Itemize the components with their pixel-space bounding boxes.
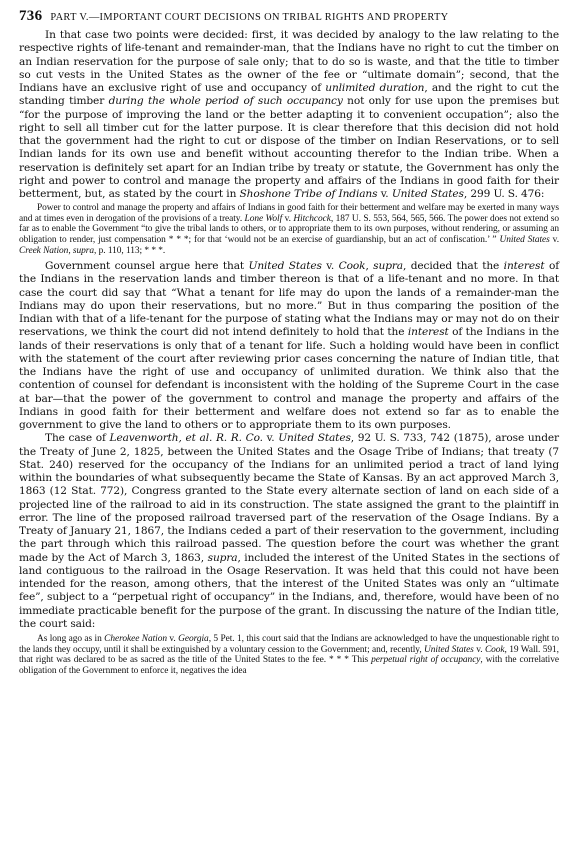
page-number: 736 xyxy=(19,8,43,24)
running-title: PART V.—IMPORTANT COURT DECISIONS ON TRIBAL RIGHTS AND PROPERTY xyxy=(50,12,449,23)
running-head xyxy=(19,8,559,29)
block-quote: As long ago as in Cherokee Nation v. Georgia, 5 Pet. 1, this court said that the Indians are acknowledged to have the unquestionable right to the lands they occupy, until it shall be extinguished by a voluntary cession to the Government; and, recently, United States v. Cook, 19 Wall. 591, that right was declared to be as sacred as the title of the United States to the fee. * * * This perpetual right of occupancy, with the correlative obligation of the Government to enforce it, negatives the idea xyxy=(19,634,559,676)
body-paragraph: In that case two points were decided: first, it was decided by analogy to the law relating to the respective rights of life-tenant and remainder-man, that the Indians have no right to cut the timber on an Indian reservation for the purpose of sale only; that to do so is waste, and that the title to timber so cut vests in the United States as the owner of the fee or “ultimate domain”; second, that the Indians have an exclusive right of use and occupancy of unlimited duration, and the right to cut the standing timber during the whole period of such occupancy not only for use upon the premises but “for the purpose of improving the land or the better adapting it to convenient occupation”; also the right to sell all timber cut for the latter purpose. It is clear therefore that this decision did not hold that the government had the right to cut or dispose of the timber on Indian Reservations, or to sell Indian lands for its own use and benefit without accounting therefor to the Indian tribe. When a reservation is definitely set apart for an Indian tribe by treaty or statute, the Government has only the right and power to control and manage the property and affairs of the Indians in good faith for their betterment, but, as stated by the court in Shoshone Tribe of Indians v. United States, 299 U. S. 476: xyxy=(19,29,559,200)
body-paragraph: Government counsel argue here that United States v. Cook, supra, decided that the interest of the Indians in the reservation lands and timber thereon is that of a life-tenant and no more. In that case the court did say that “What a tenant for life may do upon the lands of a remainder-man the Indians may do upon their reservations, but no more.” But in thus comparing the position of the Indian with that of a life-tenant for the purpose of stating what the Indians may or may not do on their reservations, we think the court did not intend definitely to hold that the interest of the Indians in the lands of their reservations is only that of a tenant for life. Such a holding would have been in conflict with the statement of the court after reviewing prior cases concerning the nature of Indian title, that the Indians have the right of use and occupancy of unlimited duration. We think also that the contention of counsel for defendant is inconsistent with the holding of the Supreme Court in the case at bar—that the power of the government to control and manage the property and affairs of the Indians in good faith for their betterment and welfare does not extend so far as to enable the government to give the land to others or to appropriate them to its own purposes. xyxy=(19,260,560,432)
block-quote: Power to control and manage the property and affairs of Indians in good faith for their betterment and welfare may be exerted in many ways and at times even in derogation of the provisions of a treaty. Lone Wolf v. Hitchcock, 187 U. S. 553, 564, 565, 566. The power does not extend so far as to enable the Government “to give the tribal lands to others, or to appropriate them to its own purposes, without rendering, or assuming an obligation to render, just compensation * * *; for that ‘would not be an exercise of guardianship, but an act of confiscation.’ ” United States v. Creek Nation, supra, p. 110, 113; * * *. xyxy=(19,203,559,256)
body-paragraph: The case of Leavenworth, et al. R. R. Co. v. United States, 92 U. S. 733, 742 (1875), arose under the Treaty of June 2, 1825, between the United States and the Osage Tribe of Indians; that treaty (7 Stat. 240) reserved for the occupancy of the Indians for an unlimited period a tract of land lying within the boundaries of what subsequently became the State of Kansas. By an act approved March 3, 1863 (12 Stat. 772), Congress granted to the State every alternate section of land on each side of a projected line of the railroad to aid in its construction. The state assigned the grant to the plaintiff in error. The line of the proposed railroad traversed part of the reservation of the Osage Indians. By a Treaty of January 21, 1867, the Indians ceded a part of their reservation to the government, including the part through which this railroad passed. The question before the court was whether the grant made by the Act of March 3, 1863, supra, included the interest of the United States in the sections of land contiguous to the railroad in the Osage Reservation. It was held that this could not have been intended for the reason, among others, that the interest of the United States was only an “ultimate fee”, subject to a “perpetual right of occupancy” in the Indians, and, therefore, would have been of no immediate practicable benefit for the purpose of the grant. In discussing the nature of the Indian title, the court said: xyxy=(19,432,559,630)
